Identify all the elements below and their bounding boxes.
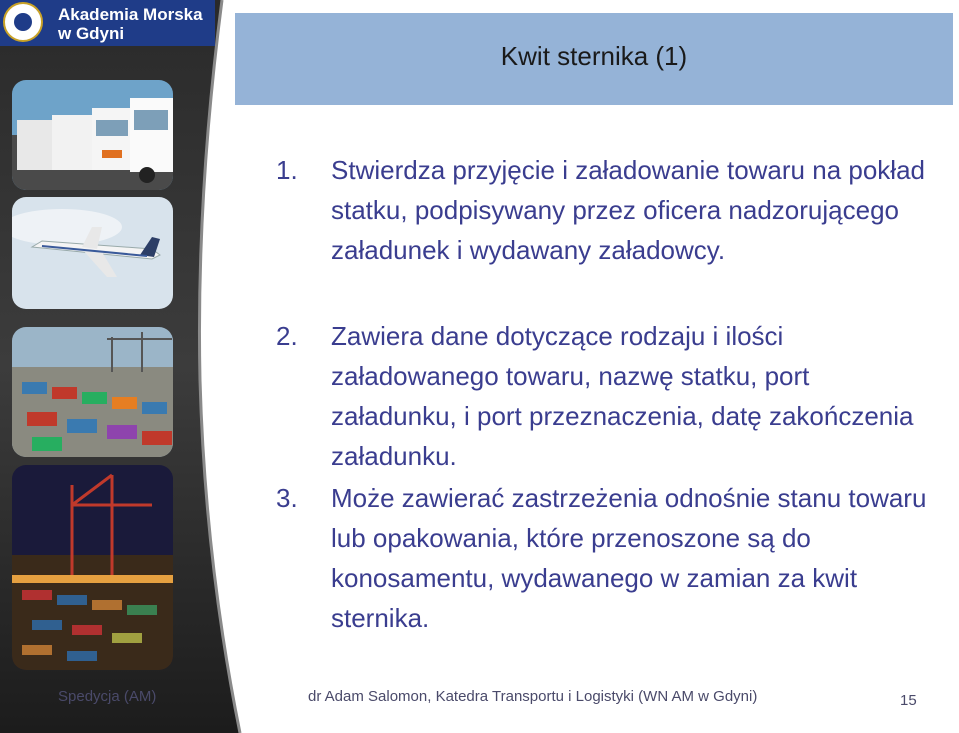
title-bar — [235, 13, 953, 105]
airplane-photo — [12, 197, 173, 309]
sidebar-decoration — [0, 0, 245, 733]
item-number: 1. — [276, 155, 298, 185]
footer-author: dr Adam Salomon, Katedra Transportu i Logistyki (WN AM w Gdyni) — [308, 688, 758, 705]
list-item — [276, 316, 936, 476]
footer-course: Spedycja (AM) — [58, 688, 157, 705]
university-logo — [0, 0, 215, 46]
university-emblem-icon — [3, 2, 43, 42]
list-item — [276, 478, 936, 638]
item-number: 2. — [276, 321, 298, 351]
item-text: Zawiera dane dotyczące rodzaju i ilości załadowanego towaru, nazwę statku, port załadunku, i port przeznaczenia, datę zakończenia załadunku. — [331, 321, 914, 471]
page-number: 15 — [900, 692, 917, 709]
item-text: Stwierdza przyjęcie i załadowanie towaru na pokład statku, podpisywany przez oficera nadzorującego załadunek i wydawany załadowcy. — [331, 155, 925, 265]
item-text: Może zawierać zastrzeżenia odnośnie stanu towaru lub opakowania, które przenoszone są do konosamentu, wydawanego w zamian za kwit sternika. — [331, 483, 927, 633]
port-night-photo — [12, 465, 173, 670]
university-name: Akademia Morska w Gdyni — [58, 5, 203, 43]
list-item — [276, 150, 936, 270]
container-terminal-photo — [12, 327, 173, 457]
trucks-photo — [12, 80, 173, 190]
item-number: 3. — [276, 483, 298, 513]
slide-title: Kwit sternika (1) — [500, 41, 688, 71]
